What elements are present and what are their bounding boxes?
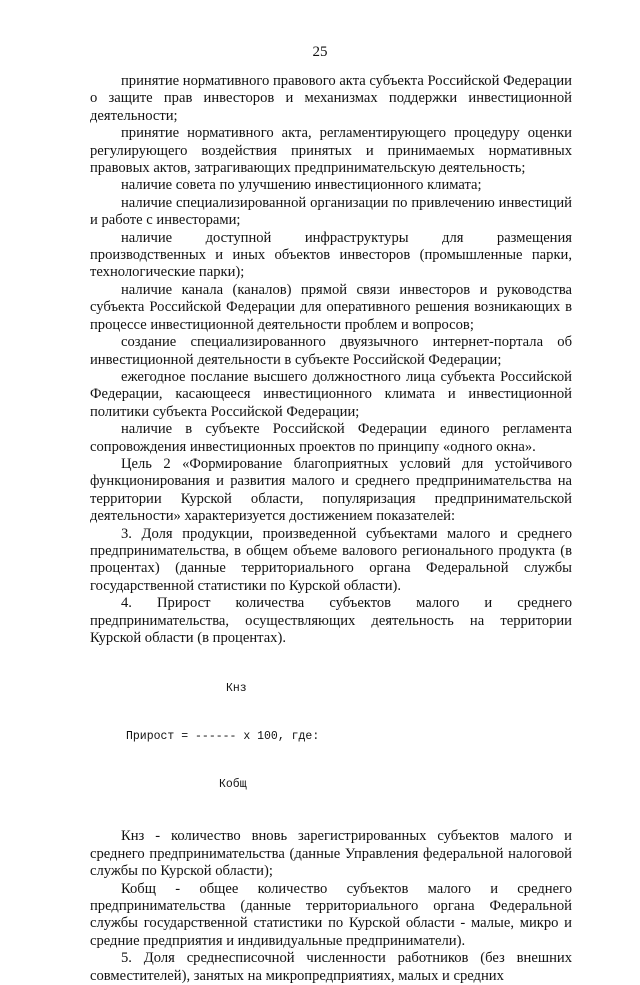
paragraph: наличие совета по улучшению инвестиционного климата;	[121, 177, 482, 194]
paragraph: ежегодное послание высшего должностного лица субъекта Российской Федерации, касающееся инвестиционного климата и инвестиционной политики субъекта Российской Федерации;	[90, 368, 572, 420]
indicator-5-paragraph: 5. Доля среднесписочной численности работников (без внешних совместителей), занятых на микропредприятиях, малых и средних	[90, 950, 572, 984]
formula-denominator: Кобщ	[219, 778, 247, 792]
growth-formula	[126, 649, 572, 825]
paragraph: Кобщ - общее количество субъектов малого и среднего предпринимательства (данные территориального органа Федеральной службы государственной статистики по Курской области - малые, микро и средние предприятия и индивидуальные предприниматели).	[90, 880, 572, 949]
paragraph: создание специализированного двуязычного интернет-портала об инвестиционной деятельности в субъекте Российской Федерации;	[90, 334, 572, 368]
document-body	[90, 73, 572, 985]
paragraph: наличие в субъекте Российской Федерации единого регламента сопровождения инвестиционных проектов по принципу «одного окна».	[90, 421, 572, 455]
paragraph: наличие доступной инфраструктуры для размещения производственных и иных объектов инвесторов (промышленные парки, технологические парки);	[90, 229, 572, 281]
indicator-4-paragraph: 4. Прирост количества субъектов малого и среднего предпринимательства, осуществляющих деятельность на территории Курской области (в процентах).	[90, 595, 572, 646]
page-number: 25	[312, 44, 328, 60]
paragraph: принятие нормативного правового акта субъекта Российской Федерации о защите прав инвесторов и механизмах поддержки инвестиционной деятельности;	[90, 73, 572, 124]
goal-paragraph: Цель 2 «Формирование благоприятных условий для устойчивого функционирования и развития малого и среднего предпринимательства на территории Курской области, популяризация предпринимательской деятельности» характеризуется достижением показателей:	[90, 455, 572, 525]
paragraph: принятие нормативного акта, регламентирующего процедуру оценки регулирующего воздействия принятых и принимаемых нормативных правовых актов, затрагивающих предпринимательскую деятельность;	[90, 125, 572, 177]
paragraph: наличие канала (каналов) прямой связи инвесторов и руководства субъекта Российской Федерации для оперативного решения возникающих в процессе инвестиционной деятельности проблем и вопросов;	[90, 281, 572, 333]
formula-main-line: Прирост = ------ x 100, где:	[126, 730, 320, 744]
paragraph: Кнз - количество вновь зарегистрированных субъектов малого и среднего предпринимательства (данные Управления федеральной налоговой службы по Курской области);	[90, 828, 572, 880]
indicator-3-paragraph: 3. Доля продукции, произведенной субъектами малого и среднего предпринимательства, в общем объеме валового регионального продукта (в процентах) (данные территориального органа Федеральной службы государственной статистики по Курской области).	[90, 525, 572, 594]
formula-numerator: Кнз	[226, 682, 247, 696]
paragraph: наличие специализированной организации по привлечению инвестиций и работе с инвесторами;	[90, 194, 572, 229]
